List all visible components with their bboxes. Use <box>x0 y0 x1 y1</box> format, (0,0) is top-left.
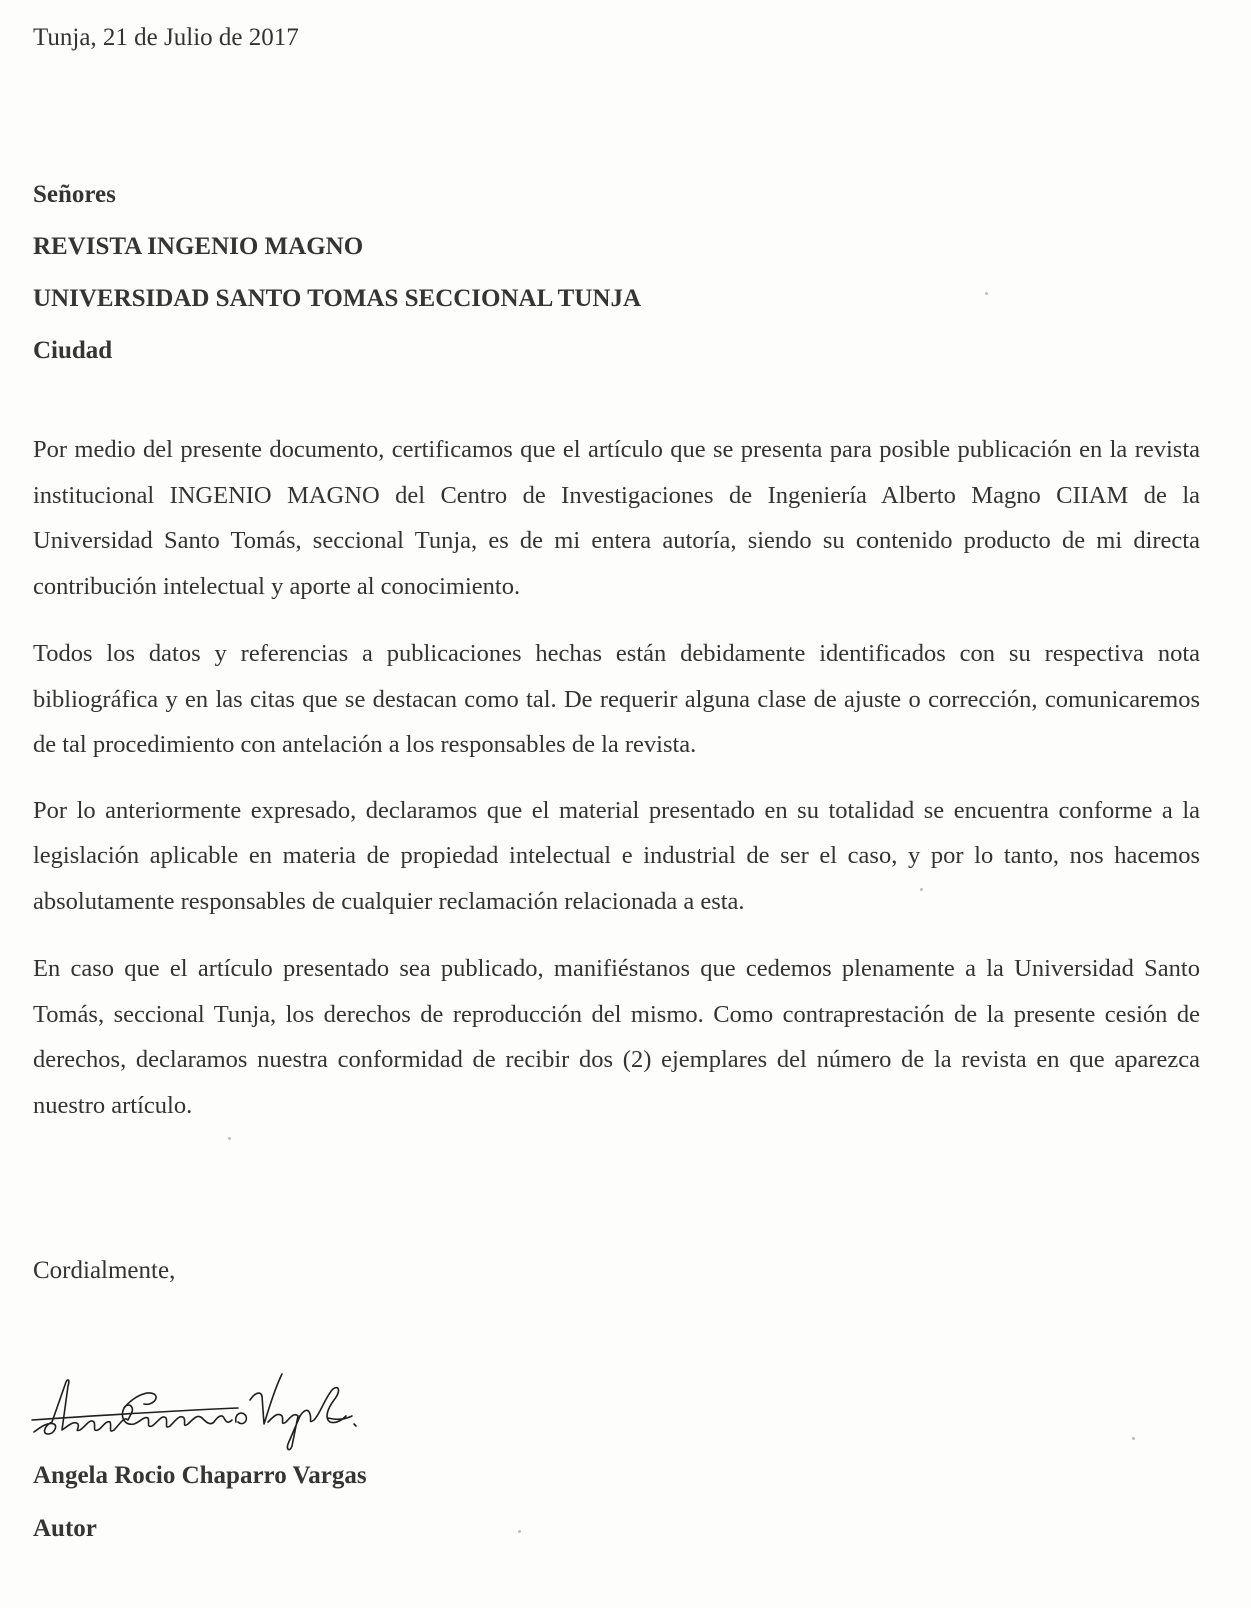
signer-role: Autor <box>33 1515 97 1542</box>
addressee-city: Ciudad <box>33 337 113 364</box>
signer-name: Angela Rocio Chaparro Vargas <box>33 1462 367 1489</box>
scan-speck <box>920 888 923 891</box>
addressee-salutation: Señores <box>33 181 116 208</box>
scan-speck <box>228 1137 231 1140</box>
addressee-university: UNIVERSIDAD SANTO TOMAS SECCIONAL TUNJA <box>33 285 642 312</box>
paragraph-certification: Por medio del presente documento, certificamos que el artículo que se presenta para posible publicación en la revista institucional INGENIO MAGNO del Centro de Investigaciones de Ingeniería Alberto Magno CIIAM de la Universidad Santo Tomás, seccional Tunja, es de mi entera autoría, siendo su contenido producto de mi directa contribución intelectual y aporte al conocimiento. <box>33 436 1200 600</box>
scan-speck <box>518 1530 521 1533</box>
addressee-block <box>33 178 1183 386</box>
closing-text: Cordialmente, <box>33 1257 176 1284</box>
handwritten-signature-icon <box>28 1360 368 1460</box>
paragraph-declaration: Por lo anteriormente expresado, declaramos que el material presentado en su totalidad se encuentra conforme a la legislación aplicable en materia de propiedad intelectual e industrial de ser el caso, y por lo tanto, nos hacemos absolutamente responsables de cualquier reclamación relacionada a esta. <box>33 796 1200 915</box>
letter-date: Tunja, 21 de Julio de 2017 <box>33 24 299 51</box>
scan-speck <box>1132 1437 1135 1440</box>
letter-body <box>33 427 1200 1150</box>
paragraph-references: Todos los datos y referencias a publicaciones hechas están debidamente identificados con su respectiva nota bibliográfica y en las citas que se destacan como tal. De requerir alguna clase de ajuste o corrección, comunicaremos de tal procedimiento con antelación a los responsables de la revista. <box>33 640 1200 758</box>
paragraph-rights-transfer: En caso que el artículo presentado sea publicado, manifiéstanos que cedemos plenamente a la Universidad Santo Tomás, seccional Tunja, los derechos de reproducción del mismo. Como contraprestación de la presente cesión de derechos, declaramos nuestra conformidad de recibir dos (2) ejemplares del número de la revista en que aparezca nuestro artículo. <box>33 955 1200 1119</box>
addressee-journal: REVISTA INGENIO MAGNO <box>33 233 364 260</box>
scan-speck <box>985 292 988 295</box>
